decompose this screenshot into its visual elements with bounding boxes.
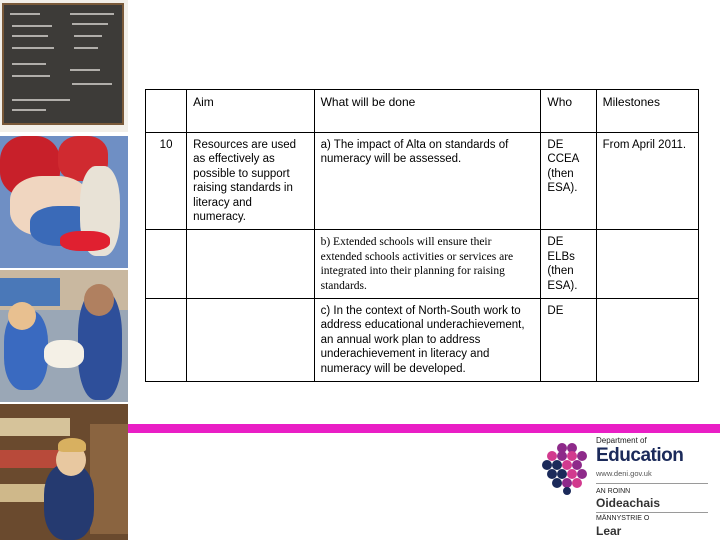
row-who: DE CCEA (then ESA). <box>541 133 596 230</box>
header-num <box>146 90 187 133</box>
row-who: DE <box>541 299 596 382</box>
logo-ulster-small: MÄNNYSTRIE O <box>596 515 650 522</box>
library-photo <box>0 404 128 540</box>
logo-ulster-name: Lear <box>596 524 622 538</box>
row-milestones <box>596 230 698 299</box>
logo-dept-text: Department of <box>596 436 647 445</box>
logo-irish-small: AN ROINN <box>596 488 631 495</box>
row-milestones: From April 2011. <box>596 133 698 230</box>
header-milestones: Milestones <box>596 90 698 133</box>
aims-table <box>145 89 699 382</box>
row-who: DE ELBs (then ESA). <box>541 230 596 299</box>
blackboard-photo <box>0 0 128 132</box>
header-what: What will be done <box>314 90 541 133</box>
logo-divider <box>596 483 708 484</box>
hexagon-mosaic-icon <box>540 440 592 498</box>
row-aim: Resources are used as effectively as possible to support raising standards in literacy and numeracy. <box>187 133 314 230</box>
row-num: 10 <box>146 133 187 230</box>
row-what: c) In the context of North-South work to address educational underachievement, an annual work plan to address underachievement in literacy and numeracy will be developed. <box>314 299 541 382</box>
row-what: a) The impact of Alta on standards of numeracy will be assessed. <box>314 133 541 230</box>
table-row <box>146 133 699 230</box>
table-header-row <box>146 90 699 133</box>
row-aim <box>187 299 314 382</box>
department-logo <box>540 436 720 540</box>
header-who: Who <box>541 90 596 133</box>
logo-url-text: www.deni.gov.uk <box>596 469 652 478</box>
row-num <box>146 230 187 299</box>
row-milestones <box>596 299 698 382</box>
reading-photo <box>0 270 128 402</box>
row-aim <box>187 230 314 299</box>
logo-divider <box>596 512 708 513</box>
row-num <box>146 299 187 382</box>
table-row <box>146 230 699 299</box>
logo-education-text: Education <box>596 445 684 466</box>
header-aim: Aim <box>187 90 314 133</box>
classroom-photo <box>0 136 128 268</box>
logo-irish-name: Oideachais <box>596 496 661 510</box>
accent-bar <box>128 424 720 433</box>
table-row <box>146 299 699 382</box>
row-what: b) Extended schools will ensure their extended schools activities or services are integrated into their planning for raising standards. <box>314 230 541 299</box>
